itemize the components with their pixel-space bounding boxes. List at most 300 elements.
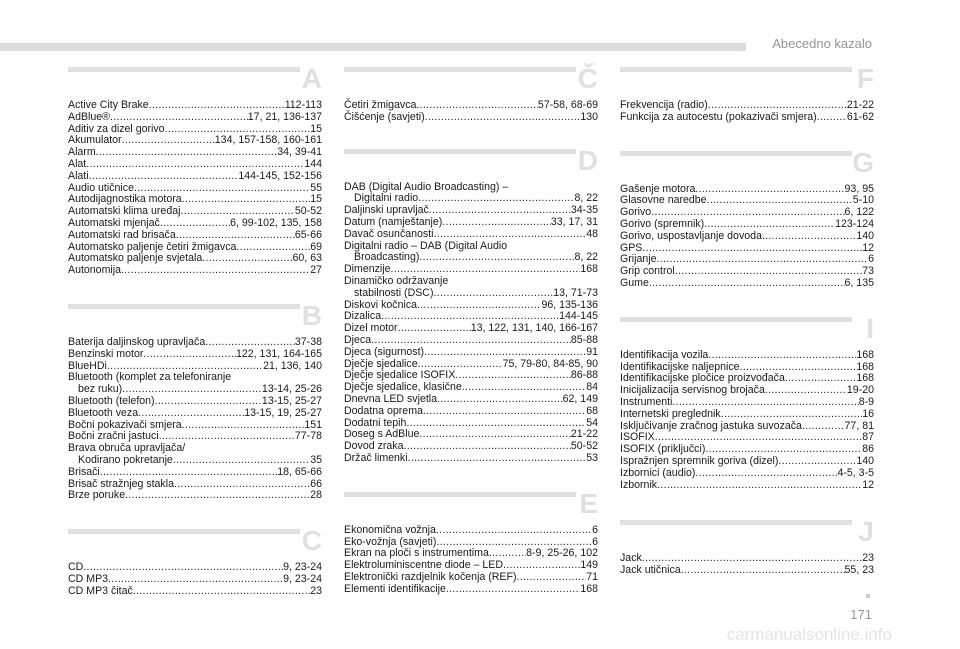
entry-pages: 21-22 <box>570 428 598 441</box>
entry-pages: 71 <box>586 570 598 583</box>
entry-pages: 12 <box>862 478 874 491</box>
entry-term: Frekvencija (radio) <box>620 99 708 111</box>
dot-leader <box>785 373 856 385</box>
entry-term: Automatski klima uređaj <box>68 205 181 218</box>
index-entry <box>620 409 874 421</box>
entry-pages: 55, 23 <box>844 564 874 577</box>
section-letter: D <box>577 144 598 176</box>
entry-term: Davač osunčanosti <box>344 227 434 240</box>
entry-term: Identifikacijske pločice proizvođača <box>620 372 785 385</box>
entry-pages: 60, 63 <box>292 252 322 265</box>
entry-pages: 168 <box>580 582 598 595</box>
index-entry <box>68 265 322 277</box>
index-entry <box>620 231 874 243</box>
entry-term: GPS <box>620 241 643 254</box>
entry-pages: 4-5, 3-5 <box>837 466 874 479</box>
entry-term: Identifikacijske naljepnice <box>620 360 740 373</box>
entry-pages: 9, 23-24 <box>283 561 322 574</box>
index-section <box>344 62 598 124</box>
dot-leader <box>675 266 862 278</box>
entry-term: Brisač stražnjeg stakla <box>68 477 174 490</box>
dot-leader <box>672 397 858 409</box>
entry-pages: 54 <box>586 416 598 429</box>
entry-term: Digitalni radio – DAB (Digital Audio <box>344 239 508 252</box>
dot-leader <box>642 243 862 255</box>
entry-pages: 140 <box>856 229 874 242</box>
entry-pages: 65-66 <box>294 228 322 241</box>
entry-pages: 134, 157-158, 160-161 <box>214 134 322 147</box>
entry-term: Djeca (sigurnost) <box>344 345 425 358</box>
dot-leader <box>182 194 311 206</box>
entry-term: Automatsko paljenje četiri žmigavca <box>68 240 237 253</box>
entry-term: Ekran na ploči s instrumentima <box>344 547 489 560</box>
section-header <box>68 524 322 562</box>
entry-pages: 57-58, 68-69 <box>537 99 598 111</box>
section-header <box>68 299 322 337</box>
section-header <box>344 62 598 100</box>
entry-pages: 123-124 <box>835 217 874 230</box>
entry-pages: 130 <box>580 110 598 123</box>
section-letter: B <box>301 299 322 331</box>
index-section <box>68 524 322 597</box>
entry-pages: 6 <box>592 535 598 548</box>
dot-leader <box>418 193 574 205</box>
index-column-3 <box>620 62 874 577</box>
entry-pages: 34, 39-41 <box>277 146 322 159</box>
entry-term: Djeca <box>344 333 372 346</box>
entry-pages: 168 <box>856 360 874 373</box>
entry-term: Instrumenti <box>620 395 673 408</box>
entry-term: Akumulator <box>68 134 122 147</box>
entry-pages: 68 <box>586 404 598 417</box>
index-section <box>620 146 874 290</box>
section-header <box>620 146 874 184</box>
dot-leader <box>110 112 248 124</box>
entry-pages: 77, 81 <box>844 419 874 432</box>
entry-term: Gorivo, uspostavljanje dovoda <box>620 229 762 242</box>
index-column-1 <box>68 62 322 598</box>
section-letter: F <box>856 63 874 94</box>
dot-leader <box>121 265 310 277</box>
entry-pages: 144-145, 152-156 <box>238 169 322 182</box>
index-entry <box>68 159 322 171</box>
entry-term: Gorivo (spremnik) <box>620 217 705 230</box>
dot-leader <box>143 349 236 361</box>
index-section <box>344 144 598 465</box>
dot-leader <box>406 418 586 430</box>
entry-term: Jack utičnica <box>620 564 681 577</box>
entry-term: Broadcasting) <box>354 251 420 264</box>
watermark: carmanualsonline.info <box>726 625 892 644</box>
index-entry <box>68 396 322 408</box>
entry-pages: 96, 135-136 <box>541 298 598 311</box>
dot-leader <box>695 468 837 480</box>
dot-leader <box>436 525 592 537</box>
index-entry <box>620 468 874 480</box>
entry-term: Kodirano pokretanje <box>78 453 173 466</box>
section-letter: I <box>866 312 874 344</box>
entry-pages: 73 <box>862 265 874 278</box>
entry-pages: 77-78 <box>294 430 322 443</box>
entry-term: stabilnosti (DSC) <box>354 286 434 299</box>
entry-pages: 75, 79-80, 84-85, 90 <box>502 357 598 370</box>
entry-term: Dodatni tepih <box>344 416 407 429</box>
index-entry <box>68 490 322 502</box>
dot-leader <box>83 562 283 574</box>
entry-term: Identifikacija vozila <box>620 348 709 361</box>
index-entry <box>68 230 322 242</box>
entry-term: Gašenje motora <box>620 182 696 195</box>
entry-term: Alarm <box>68 146 96 159</box>
index-entry <box>344 394 598 406</box>
dot-leader <box>802 421 845 433</box>
dot-leader <box>173 455 310 467</box>
entry-pages: 13-14, 25-26 <box>261 383 322 396</box>
dot-leader <box>442 217 551 229</box>
index-section <box>68 299 322 502</box>
entry-term: Bočni zračni jastuci <box>68 430 159 443</box>
entry-pages: 27 <box>310 264 322 277</box>
entry-pages: 13, 71-73 <box>553 286 598 299</box>
header-bar <box>0 43 746 51</box>
entry-pages: 8, 22 <box>574 192 598 205</box>
index-entry <box>620 480 874 492</box>
section-letter: C <box>301 525 322 557</box>
entry-pages: 9, 23-24 <box>283 572 322 585</box>
entry-term: CD <box>68 561 84 574</box>
entry-term: Dnevna LED svjetla <box>344 392 438 405</box>
entry-term: Dimenzije <box>344 263 391 276</box>
entry-pages: 18, 65-66 <box>277 465 322 478</box>
page-number: 171 <box>850 607 872 622</box>
dot-leader <box>371 335 571 347</box>
index-entry <box>344 323 598 335</box>
index-entry <box>68 147 322 159</box>
entry-pages: 144 <box>304 157 322 170</box>
index-entry <box>344 288 598 300</box>
entry-pages: 28 <box>310 489 322 502</box>
entry-term: Automatsko paljenje svjetala <box>68 252 203 265</box>
page-marker <box>866 594 870 598</box>
entry-pages: 84 <box>586 381 598 394</box>
section-header <box>620 312 874 350</box>
entry-pages: 8, 22 <box>574 251 598 264</box>
index-entry <box>68 586 322 598</box>
entry-pages: 6, 135 <box>844 276 874 289</box>
entry-pages: 61-62 <box>846 110 874 123</box>
entry-pages: 62, 149 <box>562 392 598 405</box>
dot-leader <box>86 159 304 171</box>
dot-leader <box>205 337 295 349</box>
index-entry <box>344 525 598 537</box>
dot-leader <box>419 252 574 264</box>
entry-pages: 21-22 <box>846 99 874 111</box>
dot-leader <box>721 409 863 421</box>
entry-pages: 15 <box>310 193 322 206</box>
entry-pages: 33, 17, 31 <box>550 215 598 228</box>
section-letter: G <box>852 146 874 178</box>
entry-pages: 50-52 <box>294 205 322 218</box>
dot-leader <box>138 408 244 420</box>
dot-leader <box>762 231 856 243</box>
index-entry <box>68 455 322 467</box>
entry-term: Jack <box>620 552 642 565</box>
index-entry <box>344 276 598 288</box>
index-entry <box>620 278 874 290</box>
entry-pages: 6, 99-102, 135, 158 <box>230 216 322 229</box>
entry-term: CD MP3 <box>68 572 109 585</box>
entry-term: Alat <box>68 157 87 170</box>
entry-pages: 23 <box>862 552 874 565</box>
dot-leader <box>433 288 553 300</box>
section-divider <box>344 149 576 154</box>
entry-term: Alati <box>68 169 89 182</box>
dot-leader <box>704 219 835 231</box>
dot-leader <box>202 253 292 265</box>
index-entry <box>620 195 874 207</box>
index-entry <box>620 112 874 124</box>
dot-leader <box>695 184 844 196</box>
dot-leader <box>398 323 471 335</box>
entry-term: Dječje sjedalice <box>344 357 418 370</box>
index-section <box>344 487 598 596</box>
dot-leader <box>133 586 310 598</box>
entry-term: Daljinski upravljač <box>344 204 429 217</box>
dot-leader <box>403 441 570 453</box>
entry-pages: 15 <box>310 122 322 135</box>
entry-pages: 140 <box>856 454 874 467</box>
index-entry <box>68 574 322 586</box>
entry-term: Elektronički razdjelnik kočenja (REF) <box>344 570 517 583</box>
index-entry <box>68 218 322 230</box>
entry-term: Glasovne naredbe <box>620 194 707 207</box>
dot-leader <box>446 584 580 596</box>
index-entry <box>344 572 598 584</box>
section-divider <box>344 492 576 497</box>
entry-term: Internetski preglednik <box>620 407 721 420</box>
section-divider <box>620 520 852 525</box>
entry-pages: 85-88 <box>570 333 598 346</box>
index-entry <box>344 347 598 359</box>
entry-pages: 151 <box>304 418 322 431</box>
index-section <box>620 515 874 577</box>
dot-leader <box>182 420 305 432</box>
entry-term: Isključivanje zračnog jastuka suvozača <box>620 419 802 432</box>
entry-term: Audio utičnice <box>68 181 134 194</box>
dot-leader <box>100 467 277 479</box>
entry-term: AdBlue® <box>68 110 110 123</box>
entry-term: Bluetooth (telefon) <box>68 394 155 407</box>
entry-pages: 6 <box>868 253 874 266</box>
index-entry <box>68 112 322 124</box>
entry-term: Active City Brake <box>68 99 149 111</box>
page-header-title: Abecedno kazalo <box>772 36 872 51</box>
entry-term: Elektroluminiscentne diode – LED <box>344 559 503 572</box>
index-entry <box>68 171 322 183</box>
dot-leader <box>174 479 310 491</box>
section-header <box>620 515 874 553</box>
dot-leader <box>817 112 847 124</box>
dot-leader <box>649 278 845 290</box>
entry-pages: 168 <box>856 372 874 385</box>
entry-term: Gorivo <box>620 206 652 219</box>
dot-leader <box>160 218 230 230</box>
entry-term: Bočni pokazivači smjera <box>68 418 182 431</box>
index-entry <box>68 349 322 361</box>
entry-pages: 13-15, 19, 25-27 <box>244 406 322 419</box>
index-section <box>620 312 874 492</box>
entry-term: Četiri žmigavca <box>344 99 417 111</box>
section-header <box>344 487 598 525</box>
dot-leader <box>419 429 571 441</box>
entry-pages: 16 <box>862 407 874 420</box>
entry-pages: 21, 136, 140 <box>263 359 322 372</box>
entry-term: Digitalni radio <box>354 192 419 205</box>
entry-pages: 87 <box>862 431 874 444</box>
entry-pages: 86 <box>862 443 874 456</box>
dot-leader <box>429 205 571 217</box>
entry-term: Gume <box>620 276 649 289</box>
section-divider <box>68 67 300 72</box>
index-entry <box>344 112 598 124</box>
entry-term: Dovod zraka <box>344 440 404 453</box>
entry-pages: 8-9, 25-26, 102 <box>526 547 598 560</box>
dot-leader <box>707 195 853 207</box>
entry-pages: 93, 95 <box>844 182 874 195</box>
entry-term: Autonomija <box>68 264 121 277</box>
dot-leader <box>708 350 856 362</box>
entry-term: Doseg s AdBlue <box>344 428 420 441</box>
entry-term: Automatski mjenjač <box>68 216 160 229</box>
entry-term: Automatski rad brisača <box>68 228 176 241</box>
index-entry <box>344 584 598 596</box>
index-section <box>620 62 874 124</box>
entry-pages: 8-9 <box>858 395 874 408</box>
entry-pages: 5-10 <box>852 194 874 207</box>
index-entry <box>620 219 874 231</box>
dot-leader <box>108 574 283 586</box>
index-column-2 <box>344 62 598 596</box>
index-entry <box>620 243 874 255</box>
entry-term: Ekonomična vožnja <box>344 523 436 536</box>
entry-term: CD MP3 čitač <box>68 584 133 597</box>
entry-term: Inicijalizacija servisnog brojača <box>620 384 765 397</box>
dot-leader <box>437 394 563 406</box>
dot-leader <box>155 396 262 408</box>
entry-term: ISOFIX <box>620 431 655 444</box>
entry-pages: 6 <box>592 523 598 536</box>
entry-pages: 86-88 <box>570 369 598 382</box>
section-divider <box>620 317 852 322</box>
section-divider <box>68 304 300 309</box>
entry-pages: 91 <box>586 345 598 358</box>
dot-leader <box>89 171 239 183</box>
entry-term: ISOFIX (priključci) <box>620 443 706 456</box>
entry-term: Diskovi kočnica <box>344 298 418 311</box>
entry-pages: 19-20 <box>846 384 874 397</box>
entry-pages: 12 <box>862 241 874 254</box>
dot-leader <box>425 112 581 124</box>
index-entry <box>68 467 322 479</box>
entry-term: Brisači <box>68 465 100 478</box>
entry-pages: 168 <box>580 263 598 276</box>
entry-term: Čišćenje (savjeti) <box>344 110 425 123</box>
dot-leader <box>416 100 538 112</box>
index-entry <box>68 337 322 349</box>
entry-term: Bluetooth veza <box>68 406 139 419</box>
dot-leader <box>517 572 587 584</box>
index-entry <box>344 217 598 229</box>
index-entry <box>620 397 874 409</box>
entry-term: Dinamičko održavanje <box>344 274 449 287</box>
entry-pages: 13, 122, 131, 140, 166-167 <box>470 322 598 335</box>
section-divider <box>620 67 852 72</box>
entry-term: Izbornici (audio) <box>620 466 696 479</box>
entry-term: Eko-vožnja (savjeti) <box>344 535 437 548</box>
section-letter: A <box>301 63 322 94</box>
entry-term: Dječje sjedalice, klasične <box>344 381 462 394</box>
entry-pages: 122, 131, 164-165 <box>235 347 322 360</box>
index-section <box>68 62 322 277</box>
entry-term: Benzinski motor <box>68 347 144 360</box>
dot-leader <box>176 230 295 242</box>
section-divider <box>344 67 576 72</box>
entry-term: Dječje sjedalice ISOFIX <box>344 369 456 382</box>
index-entry <box>620 350 874 362</box>
index-entry <box>620 565 874 577</box>
entry-term: BlueHDi <box>68 359 107 372</box>
section-letter: J <box>858 516 874 548</box>
entry-term: Držač limenki <box>344 451 408 464</box>
entry-pages: 35 <box>310 453 322 466</box>
entry-pages: 17, 21, 136-137 <box>247 110 322 123</box>
entry-pages: 13-15, 25-27 <box>261 394 322 407</box>
index-entry <box>620 456 874 468</box>
entry-term: Aditiv za dizel gorivo <box>68 122 165 135</box>
entry-pages: 34-35 <box>570 204 598 217</box>
dot-leader <box>455 370 571 382</box>
entry-term: DAB (Digital Audio Broadcasting) – <box>344 180 509 193</box>
entry-term: Grip control <box>620 265 675 278</box>
index-entry <box>344 453 598 465</box>
entry-pages: 112-113 <box>284 99 322 111</box>
entry-pages: 149 <box>580 559 598 572</box>
entry-pages: 6, 122 <box>844 206 874 219</box>
entry-pages: 53 <box>586 451 598 464</box>
dot-leader <box>96 147 278 159</box>
index-entry <box>344 335 598 347</box>
dot-leader <box>778 456 856 468</box>
entry-pages: 50-52 <box>570 440 598 453</box>
index-entry <box>620 421 874 433</box>
dot-leader <box>125 490 310 502</box>
dot-leader <box>657 254 869 266</box>
index-entry <box>344 406 598 418</box>
entry-term: bez ruku) <box>78 383 123 396</box>
entry-term: Datum (namještanje) <box>344 215 443 228</box>
section-divider <box>68 529 300 534</box>
entry-term: Autodijagnostika motora <box>68 193 182 206</box>
dot-leader <box>408 453 587 465</box>
dot-leader <box>122 135 215 147</box>
entry-term: Funkcija za autocestu (pokazivači smjera) <box>620 110 817 123</box>
entry-term: Elementi identifikacije <box>344 582 446 595</box>
section-header <box>620 62 874 100</box>
section-header <box>344 144 598 182</box>
entry-pages: 37-38 <box>294 335 322 348</box>
section-divider <box>620 151 852 156</box>
dot-leader <box>417 300 541 312</box>
